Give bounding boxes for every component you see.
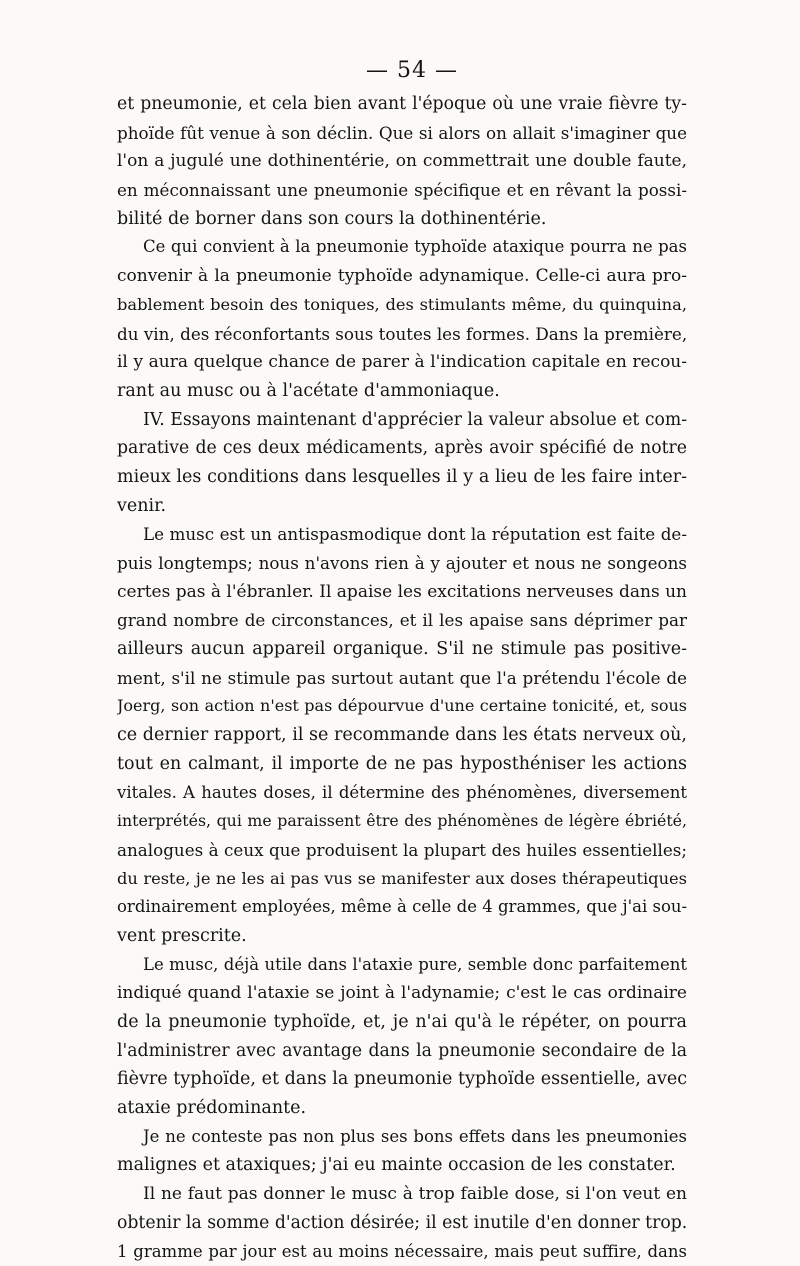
page-number: — 54 — <box>137 56 687 86</box>
text-line: puis longtemps; nous n'avons rien à y ajouter et nous ne songeons <box>117 549 687 578</box>
text-line: venir. <box>117 492 687 521</box>
text-line: Je ne conteste pas non plus ses bons effets dans les pneumonies <box>117 1123 687 1152</box>
text-line: ment, s'il ne stimule pas surtout autant que l'a prétendu l'école de <box>117 664 687 693</box>
text-line: mieux les conditions dans lesquelles il y a lieu de les faire inter- <box>117 463 687 492</box>
text-line: du reste, je ne les ai pas vus se manifester aux doses thérapeutiques <box>117 865 687 894</box>
text-line: fièvre typhoïde, et dans la pneumonie typhoïde essentielle, avec <box>117 1065 687 1094</box>
text-line: malignes et ataxiques; j'ai eu mainte occasion de les constater. <box>117 1151 687 1180</box>
text-line: indiqué quand l'ataxie se joint à l'adynamie; c'est le cas ordinaire <box>117 979 687 1008</box>
text-line: ce dernier rapport, il se recommande dans les états nerveux où, <box>117 721 687 750</box>
text-line: Le musc est un antispasmodique dont la réputation est faite de- <box>117 520 687 549</box>
text-line: il y aura quelque chance de parer à l'indication capitale en recou- <box>117 348 687 377</box>
book-page <box>117 56 687 1266</box>
text-line: phoïde fût venue à son déclin. Que si alors on allait s'imaginer que <box>117 119 687 148</box>
text-line: Il ne faut pas donner le musc à trop faible dose, si l'on veut en <box>117 1180 687 1209</box>
text-line: IV. Essayons maintenant d'apprécier la valeur absolue et com- <box>117 406 687 435</box>
text-line: rant au musc ou à l'acétate d'ammoniaque. <box>117 377 687 406</box>
text-line: l'administrer avec avantage dans la pneumonie secondaire de la <box>117 1037 687 1066</box>
text-line: l'on a jugulé une dothinentérie, on commettrait une double faute, <box>117 147 687 176</box>
text-line: certes pas à l'ébranler. Il apaise les excitations nerveuses dans un <box>117 578 687 607</box>
text-line: bilité de borner dans son cours la dothinentérie. <box>117 205 687 234</box>
text-line: du vin, des réconfortants sous toutes les formes. Dans la première, <box>117 320 687 349</box>
text-line: convenir à la pneumonie typhoïde adynamique. Celle-ci aura pro- <box>117 262 687 291</box>
text-line: ataxie prédominante. <box>117 1094 687 1123</box>
text-line: ailleurs aucun appareil organique. S'il ne stimule pas positive- <box>117 635 687 664</box>
text-line: obtenir la somme d'action désirée; il est inutile d'en donner trop. <box>117 1209 687 1238</box>
text-line: analogues à ceux que produisent la plupart des huiles essentielles; <box>117 836 687 865</box>
page-body <box>117 90 687 1266</box>
text-line: bablement besoin des toniques, des stimulants même, du quinquina, <box>117 291 687 320</box>
text-line: grand nombre de circonstances, et il les apaise sans déprimer par <box>117 606 687 635</box>
text-line: 1 gramme par jour est au moins nécessaire, mais peut suffire, dans <box>117 1238 687 1266</box>
text-line: vitales. A hautes doses, il détermine des phénomènes, diversement <box>117 779 687 808</box>
text-line: tout en calmant, il importe de ne pas hyposthéniser les actions <box>117 750 687 779</box>
text-line: en méconnaissant une pneumonie spécifique et en rêvant la possi- <box>117 176 687 205</box>
text-line: parative de ces deux médicaments, après avoir spécifié de notre <box>117 434 687 463</box>
text-line: Ce qui convient à la pneumonie typhoïde ataxique pourra ne pas <box>117 233 687 262</box>
text-line: Le musc, déjà utile dans l'ataxie pure, semble donc parfaitement <box>117 951 687 980</box>
text-line: vent prescrite. <box>117 922 687 951</box>
text-line: de la pneumonie typhoïde, et, je n'ai qu'à le répéter, on pourra <box>117 1008 687 1037</box>
text-line: et pneumonie, et cela bien avant l'époque où une vraie fièvre ty- <box>117 90 687 119</box>
text-line: Joerg, son action n'est pas dépourvue d'une certaine tonicité, et, sous <box>117 692 687 721</box>
text-line: ordinairement employées, même à celle de 4 grammes, que j'ai sou- <box>117 893 687 922</box>
text-line: interprétés, qui me paraissent être des phénomènes de légère ébriété, <box>117 807 687 836</box>
